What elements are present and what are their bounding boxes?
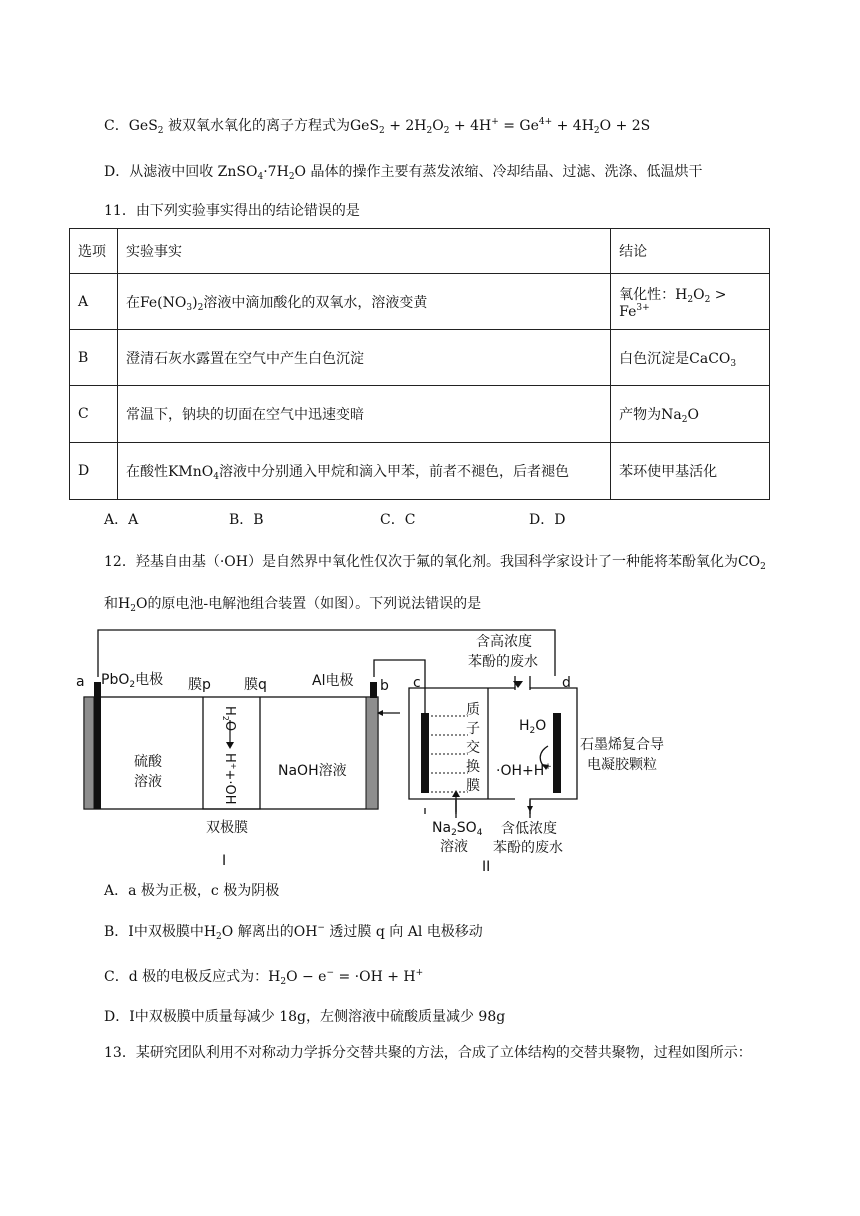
label-al-electrode: Al电极 — [312, 673, 354, 689]
option-text: 从滤液中回收 — [129, 164, 214, 180]
label-membrane-q: 膜q — [244, 677, 267, 693]
row-option: B — [70, 330, 118, 386]
electrode-al-gray — [366, 697, 378, 809]
label-graphene-1: 石墨烯复合导 — [580, 737, 664, 753]
electrochemistry-diagram — [0, 620, 860, 880]
electrode-al-black — [370, 682, 377, 698]
electrode-c — [421, 713, 429, 793]
row-fact: 在酸性KMnO$_4$溶液中分别通入甲烷和滴入甲苯，前者不褪色，后者褪色 — [117, 443, 610, 500]
bipolar-oh-h: H++·OH — [222, 753, 238, 805]
fact-text: 在酸性 — [125, 464, 168, 480]
q11-option-a: A．A — [104, 512, 139, 528]
row-conclusion: 白色沉淀是CaCO$_3$ — [611, 330, 770, 386]
cell-II-box — [409, 713, 456, 814]
q12-option-d: D．Ⅰ中双极膜中质量每减少 18g，左侧溶液中硫酸质量减少 98g — [104, 1009, 506, 1025]
option-text: 解离出的 — [237, 924, 294, 940]
bipolar-h2o: $H_2O$ — [221, 706, 237, 732]
q10-option-c: C．GeS$_2$ 被双氧水氧化的离子方程式为$GeS_2 + 2H_2O_2 + 4H^+ = Ge^{4+} + 4H_2O + 2S$ — [104, 117, 651, 136]
label-bipolar: 双极膜 — [206, 820, 248, 836]
q11-option-b: B．B — [229, 512, 264, 528]
pem-char-1: 子 — [466, 721, 480, 737]
conclusion-text: 产物为 — [619, 407, 662, 423]
pem-char-0: 质 — [466, 702, 480, 718]
q13-stem: 13．某研究团队利用不对称动力学拆分交替共聚的方法，合成了立体结构的交替共聚物，过程如图所示： — [104, 1045, 752, 1061]
q11-stem: 11．由下列实验事实得出的结论错误的是 — [104, 203, 360, 219]
q12-option-c: C．d 极的电极反应式为：$H_2O - e^- = \cdot OH + H^+$ — [104, 968, 424, 987]
table-row — [70, 443, 770, 500]
label-graphene-2: 电凝胶颗粒 — [587, 757, 657, 773]
row-fact: 常温下，钠块的切面在空气中迅速变暗 — [117, 386, 610, 443]
label-sulfuric-2: 溶液 — [134, 774, 162, 790]
row-fact: 澄清石灰水露置在空气中产生白色沉淀 — [117, 330, 610, 386]
stem-text: 和 — [104, 596, 118, 612]
label-II: II — [482, 859, 491, 875]
label-sulfuric-1: 硫酸 — [134, 754, 162, 770]
row-option: D — [70, 443, 118, 500]
table-header-row — [70, 229, 770, 274]
option-text: B．Ⅰ中双极膜中 — [104, 924, 204, 940]
header-conclusion: 结论 — [611, 229, 770, 274]
q12-option-b: B．Ⅰ中双极膜中$H_2O$ 解离出的OH− 透过膜 q 向 Al 电极移动 — [104, 923, 483, 942]
electrode-d — [553, 713, 561, 793]
label-na2so4: $Na_2SO_4$ — [432, 820, 483, 838]
stem-text: 12．羟基自由基（·OH）是自然界中氧化性仅次于氟的氧化剂。我国科学家设计了一种能将苯酚氧化为 — [104, 554, 738, 570]
q11-table — [69, 228, 770, 500]
label-high-phenol-2: 苯酚的废水 — [468, 654, 538, 670]
pem-char-2: 交 — [466, 740, 480, 756]
q11-option-c: C．C — [380, 512, 416, 528]
label-oh-h: ·OH+H+ — [496, 762, 552, 779]
table-row — [70, 386, 770, 443]
row-conclusion: 产物为$Na_2O$ — [611, 386, 770, 443]
label-I: I — [222, 853, 227, 869]
row-conclusion: 苯环使甲基活化 — [611, 443, 770, 500]
label-membrane-p: 膜p — [188, 677, 211, 693]
row-option: C — [70, 386, 118, 443]
header-option: 选项 — [70, 229, 118, 274]
label-high-phenol-1: 含高浓度 — [476, 634, 532, 650]
label-a: a — [76, 674, 85, 690]
option-label: D． — [104, 164, 130, 180]
label-b: b — [380, 678, 389, 694]
electrode-pbo2-gray — [84, 697, 94, 809]
label-low-phenol-2: 苯酚的废水 — [493, 840, 563, 856]
conclusion-text: 氧化性： — [619, 286, 676, 303]
q12-option-a: A．a 极为正极，c 极为阴极 — [104, 883, 280, 899]
row-option: A — [70, 274, 118, 330]
fact-text: 溶液中滴加酸化的双氧水，溶液变黄 — [203, 294, 428, 311]
option-label: C． — [104, 118, 129, 134]
pem-char-3: 换 — [466, 759, 480, 775]
header-fact: 实验事实 — [117, 229, 610, 274]
label-pbo2: PbO$_2$电极 — [101, 672, 164, 690]
label-naoh: NaOH溶液 — [278, 763, 347, 779]
row-fact: 在$Fe(NO_3)_2$溶液中滴加酸化的双氧水，溶液变黄 — [117, 274, 610, 330]
label-d: d — [562, 675, 571, 691]
q10-option-d: D．从滤液中回收 $ZnSO_4\cdot 7H_2O$ 晶体的操作主要有蒸发浓缩、冷却结晶、过滤、洗涤、低温烘干 — [104, 164, 703, 182]
q11-option-d: D．D — [529, 512, 566, 528]
option-text: 被双氧水氧化的离子方程式为 — [167, 118, 350, 134]
conclusion-text: 白色沉淀是 — [619, 350, 690, 367]
pem-char-4: 膜 — [466, 778, 480, 794]
table-row — [70, 330, 770, 386]
option-text: 晶体的操作主要有蒸发浓缩、冷却结晶、过滤、洗涤、低温烘干 — [310, 164, 703, 180]
label-h2o: $H_2O$ — [519, 718, 547, 736]
option-text: C．d 极的电极反应式为： — [104, 969, 269, 985]
label-c: c — [413, 675, 421, 691]
label-low-phenol-1: 含低浓度 — [501, 821, 557, 837]
table-row — [70, 274, 770, 330]
fact-text: 溶液中分别通入甲烷和滴入甲苯，前者不褪色，后者褪色 — [218, 464, 569, 480]
label-na2so4-2: 溶液 — [440, 839, 468, 855]
electrode-pbo2-black — [94, 682, 101, 809]
row-conclusion: 氧化性：$H_2O_2 > Fe^{3+}$ — [611, 274, 770, 330]
stem-text: 的原电池-电解池组合装置（如图）。下列说法错误的是 — [147, 596, 482, 612]
option-text: 透过膜 q 向 Al 电极移动 — [329, 924, 483, 940]
q12-stem-line2: 和$H_2O$的原电池-电解池组合装置（如图）。下列说法错误的是 — [104, 596, 482, 614]
q12-stem-line1: 12．羟基自由基（·OH）是自然界中氧化性仅次于氟的氧化剂。我国科学家设计了一种能将苯酚氧化为$CO_2$ — [104, 554, 766, 572]
